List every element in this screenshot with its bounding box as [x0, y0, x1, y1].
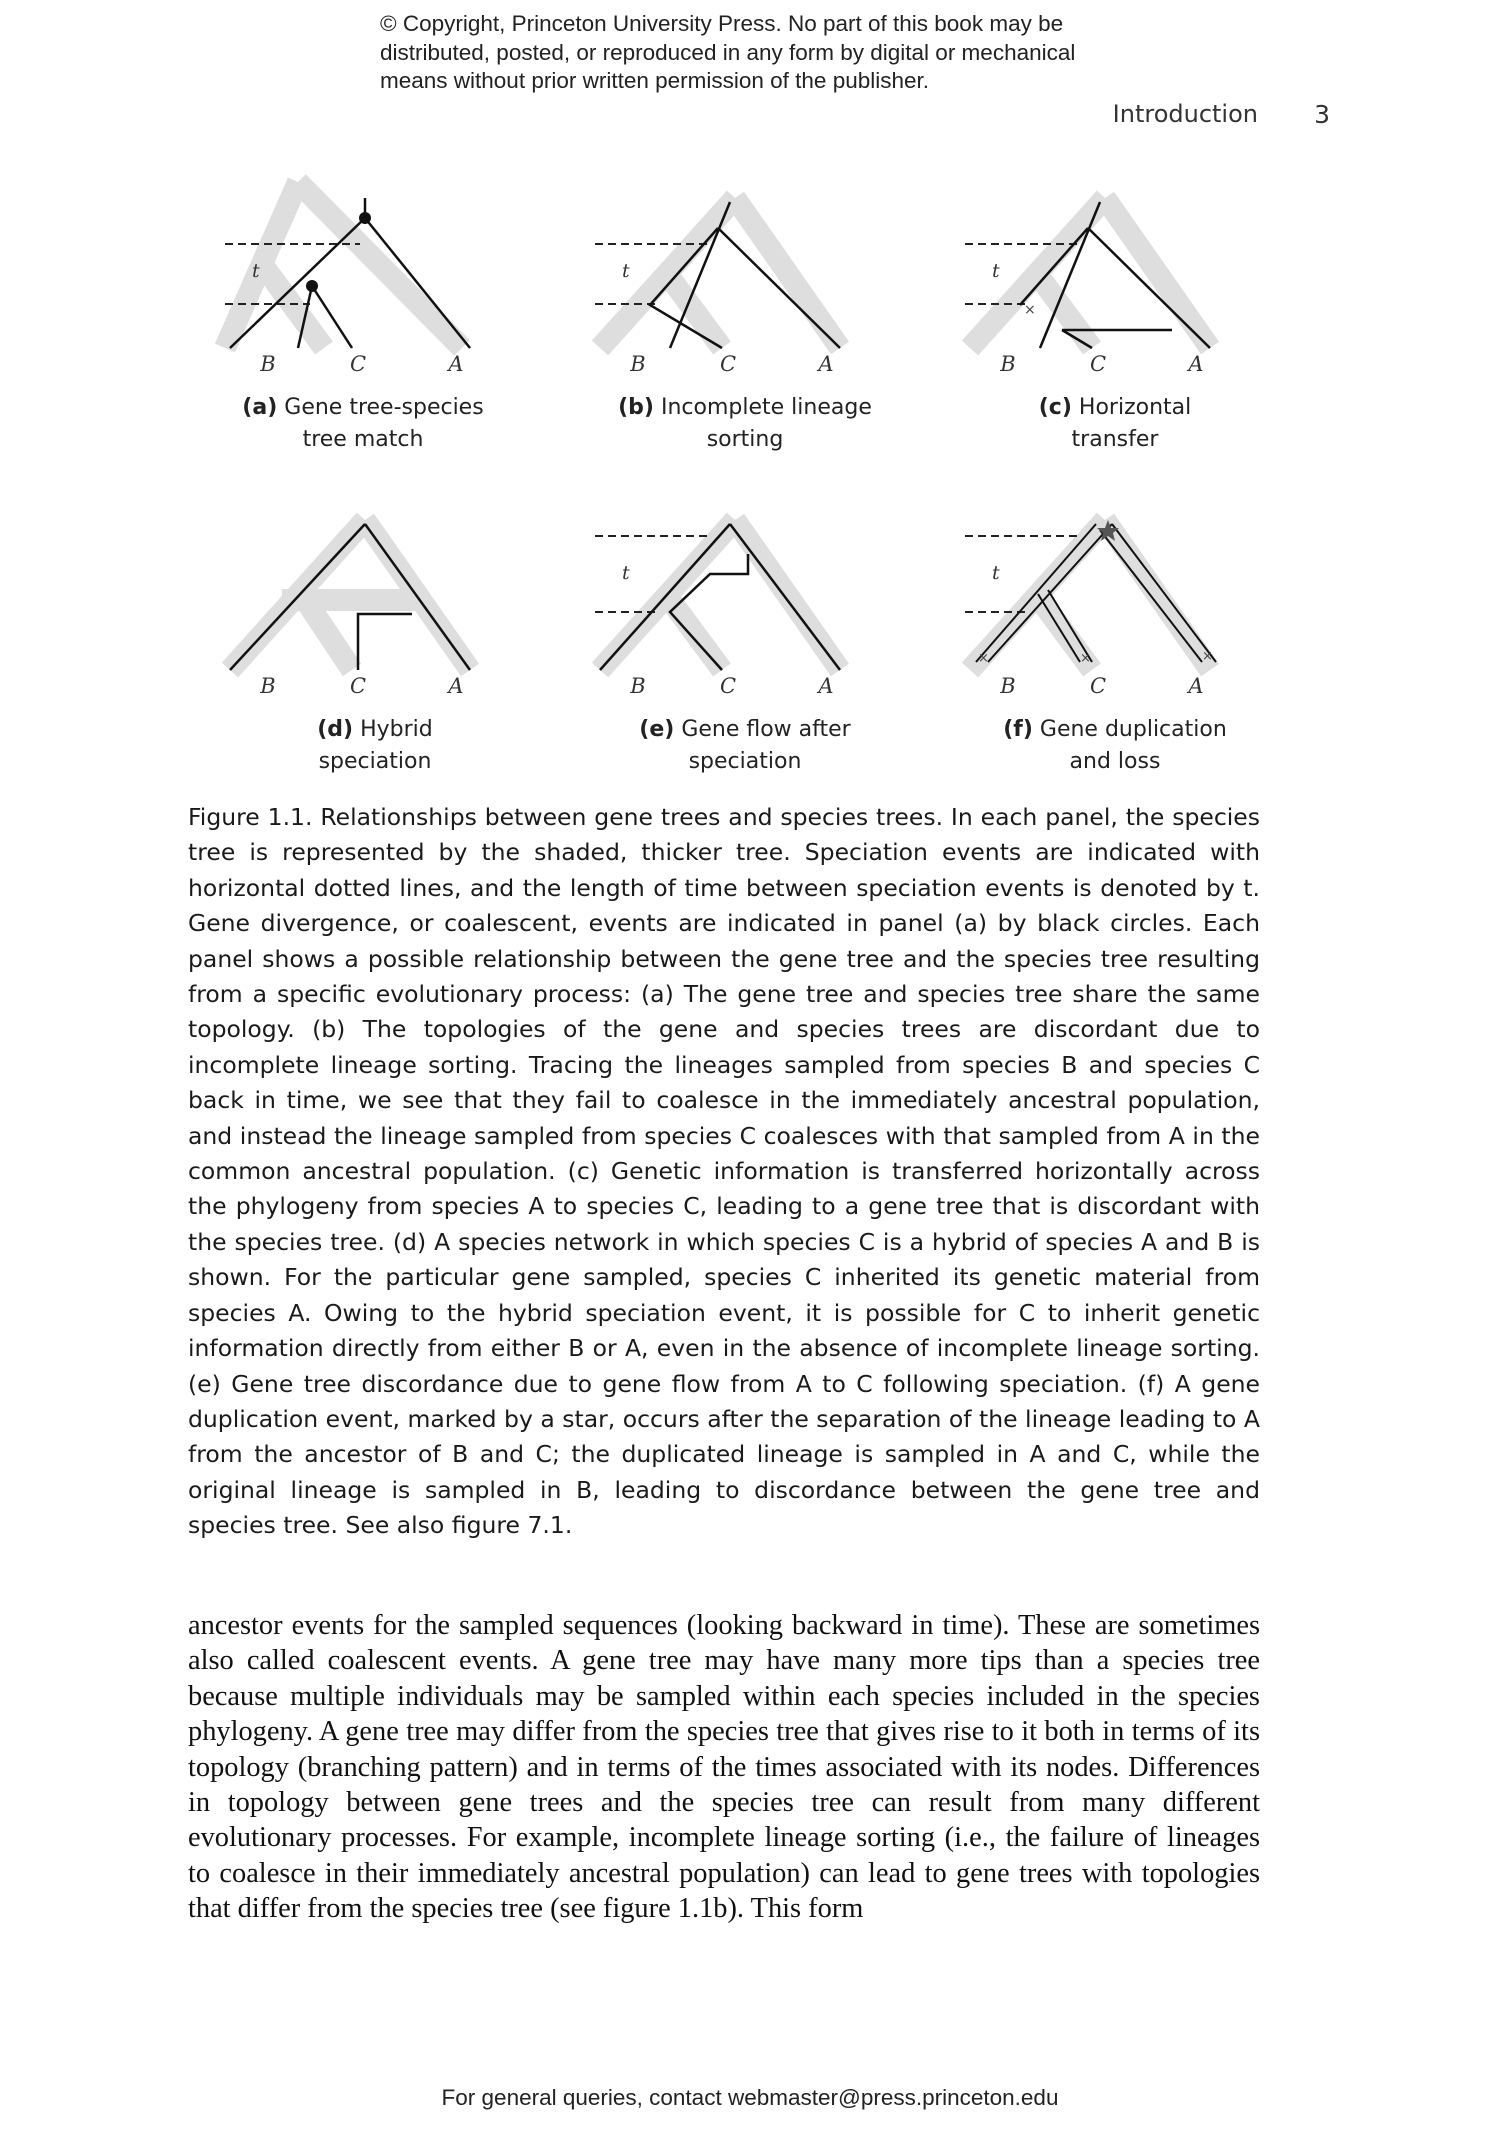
tip-label-b: B	[260, 352, 276, 376]
tip-label-b: B	[260, 674, 276, 698]
time-label: t	[252, 260, 260, 282]
panel-caption	[570, 392, 920, 456]
panel-caption	[940, 714, 1290, 778]
panel-letter: (a)	[242, 395, 278, 420]
panel-caption-line1: Gene flow after	[681, 717, 851, 742]
panel-caption	[570, 714, 920, 778]
panel-letter: (e)	[639, 717, 675, 742]
panel-b	[570, 180, 920, 470]
panel-caption	[940, 392, 1290, 456]
panel-caption-line1: Gene tree-species	[284, 395, 484, 420]
tip-label-c: C	[349, 674, 367, 698]
panel-e-tree-diagram	[570, 502, 920, 702]
svg-text:×: ×	[978, 651, 989, 666]
panel-caption-line2: transfer	[1071, 427, 1159, 452]
panel-letter: (c)	[1038, 395, 1072, 420]
panel-f	[940, 502, 1290, 792]
panel-caption-line2: sorting	[706, 427, 784, 452]
tip-label-b: B	[1000, 674, 1016, 698]
figure-1-1	[200, 180, 1260, 790]
panel-d	[200, 502, 550, 792]
time-label: t	[992, 260, 1000, 282]
figure-caption: Figure 1.1. Relationships between gene trees and species trees. In each panel, the species tree is represented by the shaded, thicker tree. Speciation events are indicated with horizontal dotted lines, and the length of time between speciation events is denoted by t. Gene divergence, or coalescent, events are indicated in panel (a) by black circles. Each panel shows a possible relationship between the gene tree and the species tree resulting from a specific evolutionary process: (a) The gene tree and species tree share the same topology. (b) The topologies of the gene and species trees are discordant due to incomplete lineage sorting. Tracing the lineages sampled from species B and species C back in time, we see that they fail to coalesce in the immediately ancestral population, and instead the lineage sampled from species C coalesces with that sampled from A in the common ancestral population. (c) Genetic information is transferred horizontally across the phylogeny from species A to species C, leading to a gene tree that is discordant with the species tree. (d) A species network in which species C is a hybrid of species A and B is shown. For the particular gene sampled, species C inherited its genetic material from species A. Owing to the hybrid speciation event, it is possible for C to inherit genetic information directly from either B or A, even in the absence of incomplete lineage sorting. (e) Gene tree discordance due to gene flow from A to C following speciation. (f) A gene duplication event, marked by a star, occurs after the separation of the lineage leading to A from the ancestor of B and C; the duplicated lineage is sampled in A and C, while the original lineage is sampled in B, leading to discordance between the gene tree and species tree. See also figure 7.1.	[188, 803, 1260, 1540]
svg-text:×: ×	[1024, 302, 1036, 318]
running-head	[1000, 100, 1330, 134]
tip-label-a: A	[1188, 352, 1204, 376]
panel-caption-line1: Hybrid	[360, 717, 433, 742]
panel-c	[940, 180, 1290, 470]
footer-contact: For general queries, contact webmaster@press.princeton.edu	[441, 2085, 1059, 2110]
copyright-line: © Copyright, Princeton University Press. No part of this book may be	[380, 11, 1064, 36]
svg-text:×: ×	[1080, 651, 1091, 666]
tip-label-b: B	[1000, 352, 1016, 376]
panel-caption	[188, 392, 538, 456]
panel-letter: (b)	[618, 395, 654, 420]
panel-caption	[200, 714, 550, 778]
panel-caption-line1: Incomplete lineage	[660, 395, 872, 420]
time-label: t	[622, 562, 630, 584]
tip-label-c: C	[719, 352, 737, 376]
time-label: t	[992, 562, 1000, 584]
tip-label-b: B	[630, 674, 646, 698]
panel-e	[570, 502, 920, 792]
tip-label-c: C	[1089, 674, 1107, 698]
tip-label-c: C	[719, 674, 737, 698]
tip-label-a: A	[1188, 674, 1204, 698]
page-number: 3	[1314, 100, 1330, 129]
tip-label-a: A	[818, 674, 834, 698]
body-paragraph: ancestor events for the sampled sequences (looking backward in time). These are sometimes also called coalescent events. A gene tree may have many more tips than a species tree because multiple individuals may be sampled within each species included in the species phylogeny. A gene tree may differ from the species tree that gives rise to it both in terms of its topology (branching pattern) and in terms of the times associated with its nodes. Differences in topology between gene trees and the species tree can result from many different evolutionary processes. For example, incomplete lineage sorting (i.e., the failure of lineages to coalesce in their immediately ancestral population) can lead to gene trees with topologies that differ from the species tree (see figure 1.1b). This form	[188, 1610, 1260, 1925]
panel-caption-line1: Horizontal	[1078, 395, 1192, 420]
panel-letter: (f)	[1003, 717, 1033, 742]
panel-caption-line2: speciation	[688, 749, 802, 774]
panel-caption-line2: and loss	[1069, 749, 1161, 774]
panel-caption-line2: speciation	[318, 749, 432, 774]
panel-f-tree-diagram	[940, 502, 1290, 702]
panel-caption-line1: Gene duplication	[1039, 717, 1227, 742]
panel-letter: (d)	[317, 717, 354, 742]
tip-label-c: C	[1089, 352, 1107, 376]
copyright-line: distributed, posted, or reproduced in any form by digital or mechanical	[380, 39, 1076, 65]
tip-label-a: A	[448, 352, 464, 376]
panel-d-tree-diagram	[200, 502, 550, 702]
tip-label-b: B	[630, 352, 646, 376]
svg-text:×: ×	[1202, 649, 1213, 664]
copyright-line: means without prior written permission of the publisher.	[380, 68, 930, 93]
tip-label-a: A	[818, 352, 834, 376]
tip-label-c: C	[349, 352, 367, 376]
copyright-notice	[380, 10, 1200, 96]
tip-label-a: A	[448, 674, 464, 698]
time-label: t	[622, 260, 630, 282]
running-head-title: Introduction	[1112, 100, 1258, 128]
panel-a	[200, 180, 550, 470]
panel-caption-line2: tree match	[302, 427, 424, 452]
